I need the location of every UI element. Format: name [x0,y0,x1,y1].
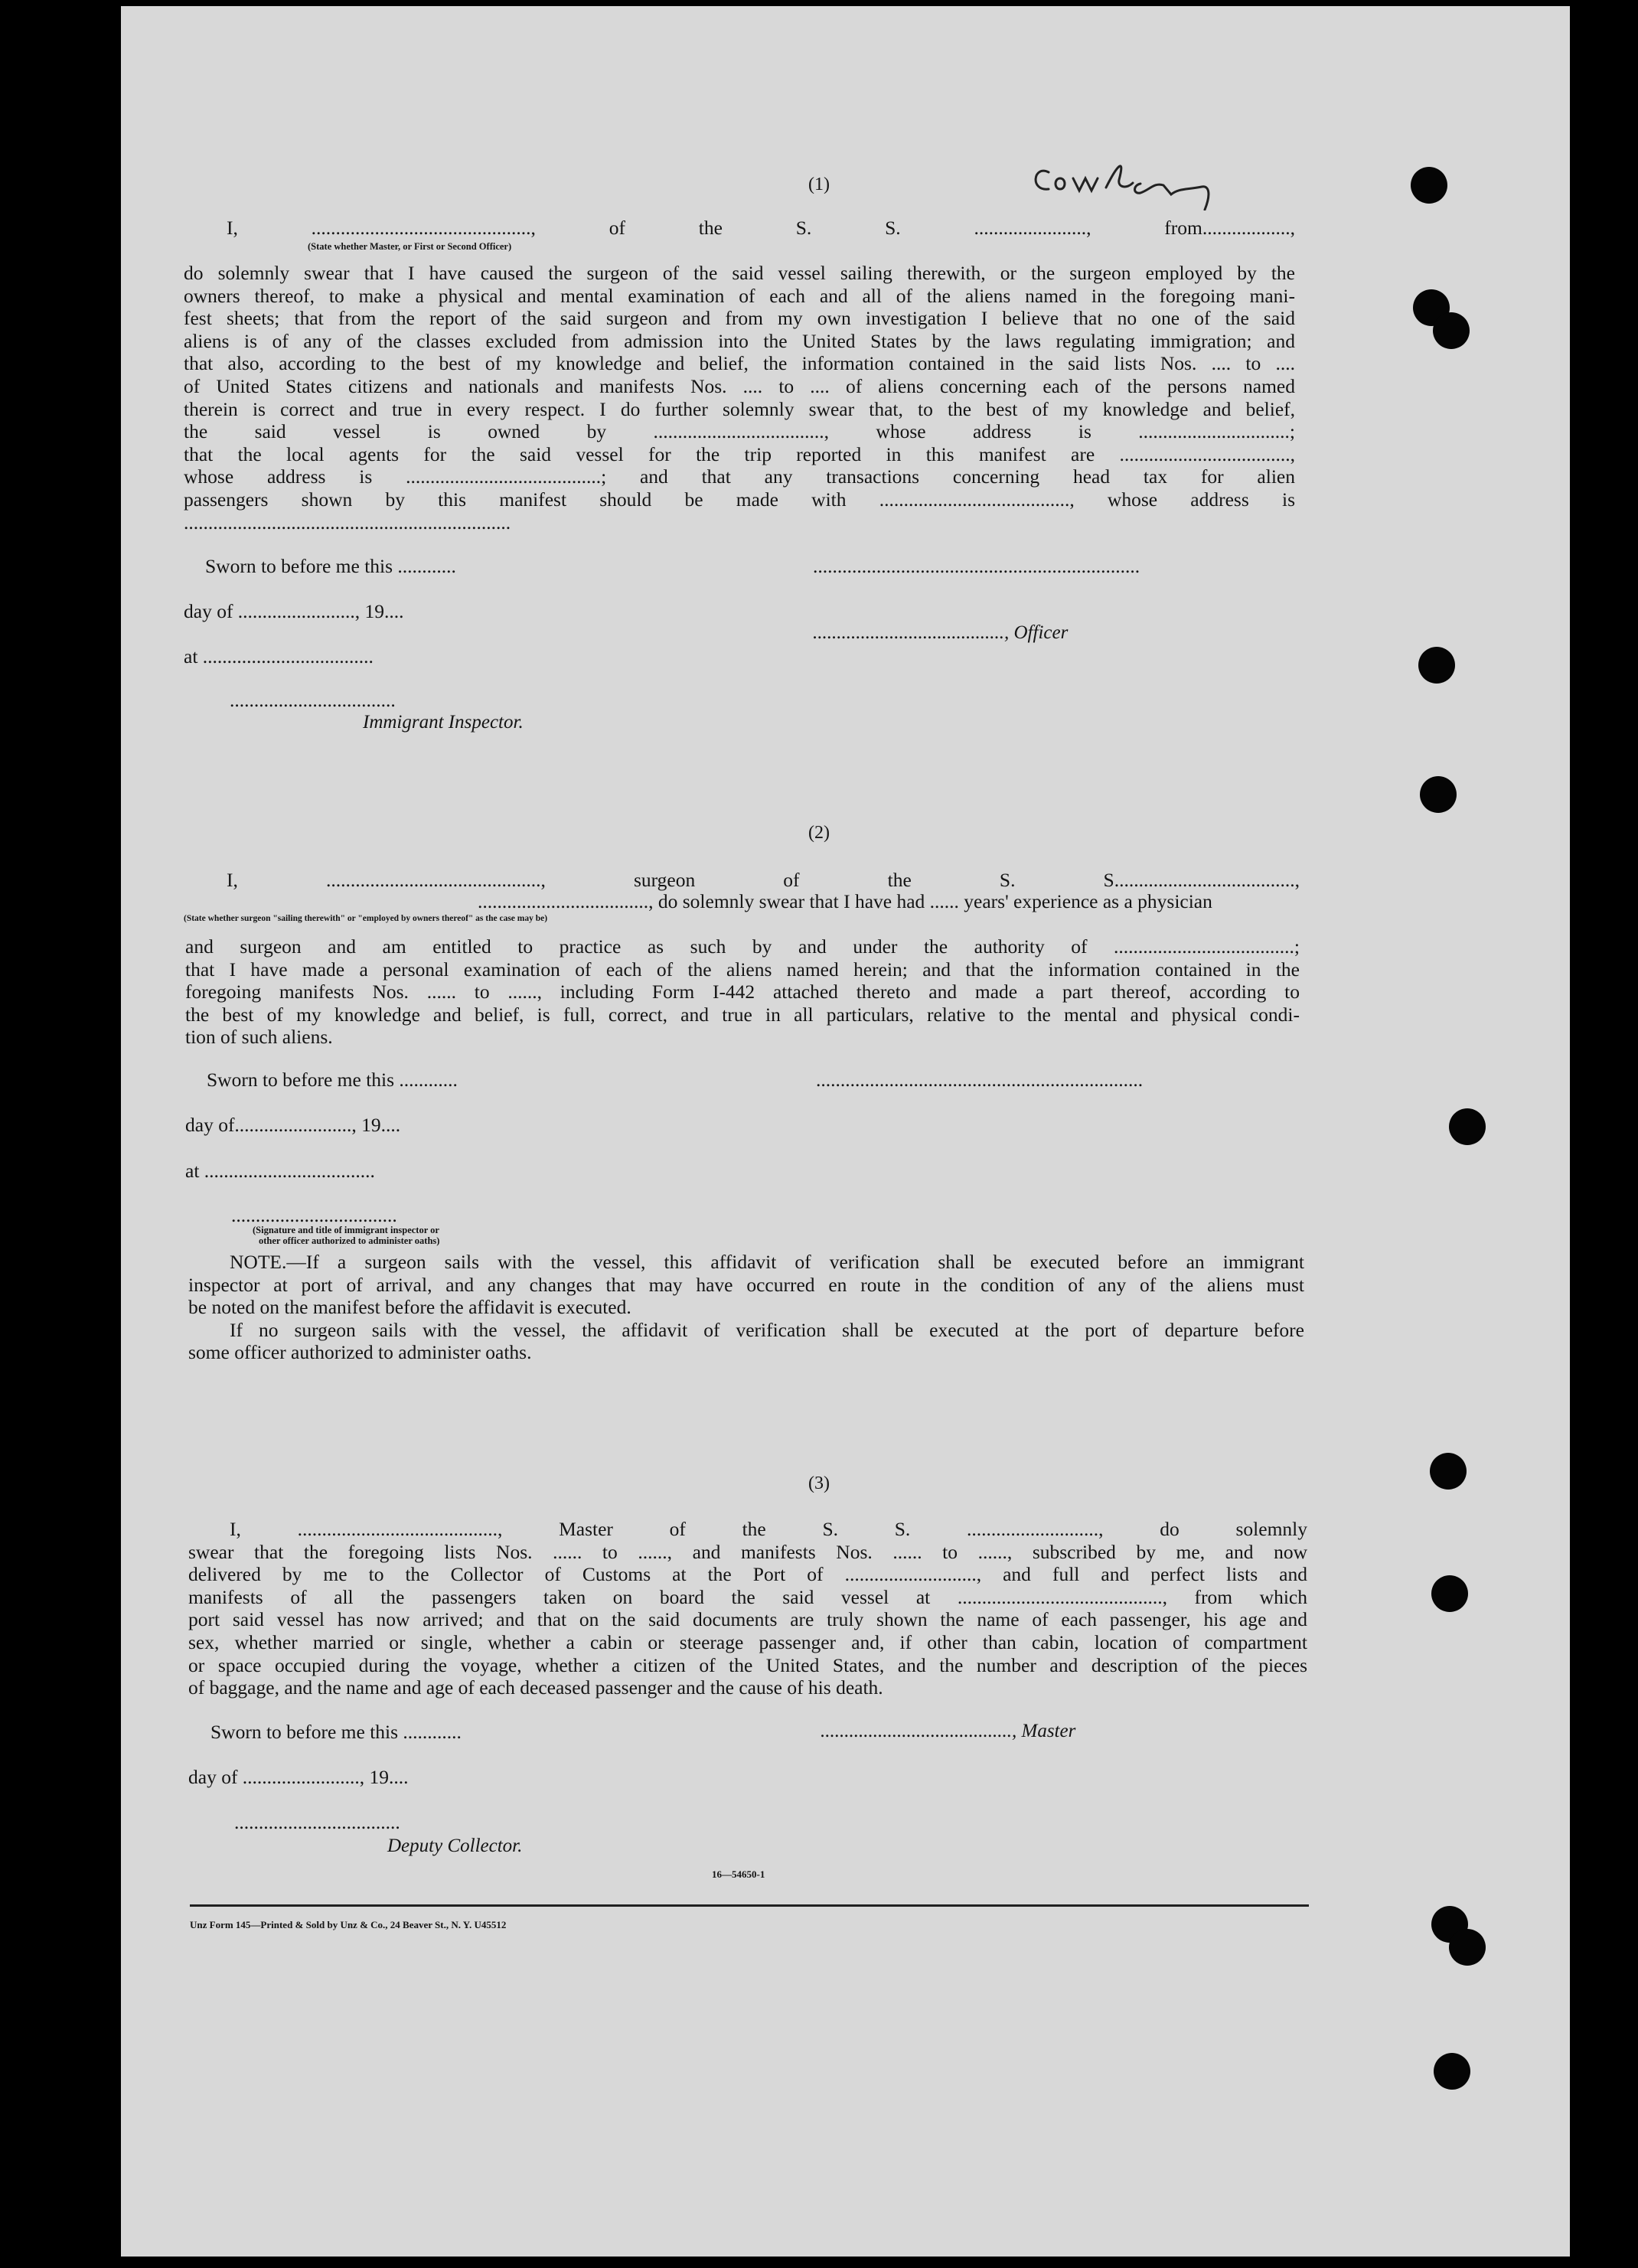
punch-hole [1418,647,1455,684]
section-1-sworn: Sworn to before me this ............ [205,555,456,577]
punch-hole [1434,2053,1470,2090]
punch-hole [1420,776,1457,813]
section-2-note-paragraph: NOTE.—If a surgeon sails with the vessel, this affidavit of verification shall be executed before an immigrant inspector at port of arrival, and any changes that may have occurred en route in the condition of any of the aliens must be noted on the manifest before the affidavit is executed. If no surgeon sails with the vessel, the affidavit of verification shall be executed at the port of departure before some officer authorized to administer oaths. [188,1251,1304,1364]
section-3-collector-line: .................................. [234,1811,400,1833]
section-2-oath-text: and surgeon and am entitled to practice as such by and under the authority of .....................................; that I have made a personal examination of each of the aliens named herein; and that the information contained in the foregoing manifests Nos. ...... to ......, including Form I-442 attached thereto and made a part thereof, according to the best of my knowledge and belief, is full, correct, and true in all particulars, relative to the mental and physical condi- tion of such aliens. [185,935,1300,1049]
section-2-opening-line: I, ............................................, surgeon of the S. S....................................., [227,869,1300,891]
section-2-surgeon-note: (State whether surgeon "sailing therewith" or "employed by owners thereof" as the case may be) [184,914,548,923]
section-1-opening-line: I, ............................................., of the S. S. ......................., from.................., [227,217,1295,239]
section-1-day: day of ........................, 19.... [184,600,404,622]
section-2-inspector-line: .................................. [231,1204,397,1226]
section-1-master-note: (State whether Master, or First or Second Officer) [308,241,512,252]
section-1-number: (1) [808,175,830,194]
section-2-at: at ................................... [185,1160,375,1182]
section-2-signature-line: ................................................................... [816,1069,1144,1091]
section-1-officer: ........................................, Officer [813,622,1069,643]
section-1-inspector-line: .................................. [230,689,396,711]
section-1-signature-line: ................................................................... [813,555,1140,577]
section-2-sworn: Sworn to before me this ............ [207,1069,458,1091]
section-2-signature-note: (Signature and title of immigrant inspector or [253,1225,439,1235]
form-number: 16—54650-1 [712,1868,765,1880]
section-3-sworn: Sworn to before me this ............ [210,1721,462,1743]
section-2-day: day of........................, 19.... [185,1114,401,1136]
section-1-inspector-title: Immigrant Inspector. [363,712,524,733]
punch-hole [1431,1575,1468,1612]
section-2-experience-line: ..................................., do solemnly swear that I have had ...... years' experience as a physician [478,890,1212,912]
section-3-oath-text: I, ........................................., Master of the S. S. ..........................., do solemnly swear that the foregoing lists Nos. ...... to ......, and manifests Nos. ...... to ......, subscribed by me, and now delivered by me to the Collector of Customs at the Port of ..........................., and full and perfect lists and manifests of all the passengers taken on board the said vessel at .........................................., from which port said vessel has now arrived; and that on the said documents are truly shown the name of each passenger, his age and sex, whether married or single, whether a cabin or steerage passenger and, if other than cabin, location of compartment or space occupied during the voyage, whether a citizen of the United States, and the number and description of the pieces of baggage, and the name and age of each deceased passenger and the cause of his death. [188,1518,1307,1699]
section-1-oath-text: do solemnly swear that I have caused the surgeon of the said vessel sailing therewith, or the surgeon employed by the owners thereof, to make a physical and mental examination of each and all of the aliens named in the foregoing mani- fest sheets; that from the report of the said surgeon and from my own investigation I believe that no one of the said aliens is of any of the classes excluded from admission into the United States by the laws regulating immigration; and that also, according to the best of my knowledge and belief, the information contained in the said lists Nos. .... to .... of United States citizens and nationals and manifests Nos. .... to .... of aliens concerning each of the persons named therein is correct and true in every respect. I do further solemnly swear that, to the best of my knowledge and belief, the said vessel is owned by ..................................., whose address is ...............................; that the local agents for the said vessel for the trip reported in this manifest are ..................................., whose address is ........................................; and that any transactions concerning head tax for alien passengers shown by this manifest should be made with ......................................., whose address is ................................................................... [184,262,1295,534]
section-2-number: (2) [808,823,830,843]
footer-rule [190,1904,1309,1907]
printer-footer: Unz Form 145—Printed & Sold by Unz & Co., 24 Beaver St., N. Y. U45512 [190,1919,507,1930]
section-3-number: (3) [808,1473,830,1493]
punch-hole [1449,1108,1486,1145]
section-2-signature-note: other officer authorized to administer oaths) [259,1235,440,1246]
section-3-day: day of ........................, 19.... [188,1766,409,1788]
punch-hole [1449,1929,1486,1966]
punch-hole [1433,312,1470,349]
section-1-at: at ................................... [184,645,374,667]
section-3-collector-title: Deputy Collector. [387,1836,523,1856]
section-3-master: ........................................, Master [821,1721,1076,1741]
